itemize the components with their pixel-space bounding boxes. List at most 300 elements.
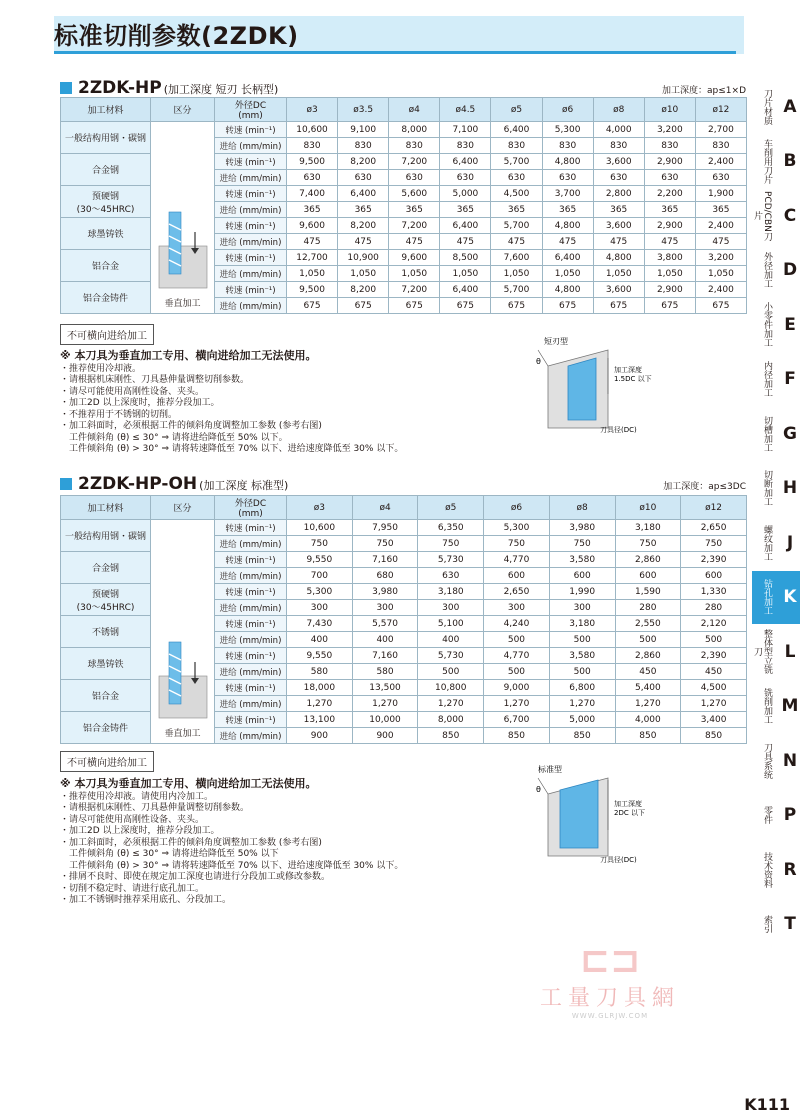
feed-value: 830	[389, 138, 440, 154]
speed-label: 转速 (min⁻¹)	[215, 186, 287, 202]
speed-label: 转速 (min⁻¹)	[215, 616, 287, 632]
feed-label: 进给 (mm/min)	[215, 568, 287, 584]
speed-label: 转速 (min⁻¹)	[215, 648, 287, 664]
feed-value: 365	[287, 202, 338, 218]
note-item: ・切削不稳定时、请进行底孔加工。	[60, 883, 205, 894]
feed-value: 1,270	[418, 696, 484, 712]
section2-subtitle: (加工深度 标准型)	[199, 479, 289, 492]
header-material: 加工材料	[61, 98, 151, 122]
class-label: 垂直加工	[164, 299, 201, 309]
speed-value: 2,390	[681, 552, 747, 568]
feed-value: 365	[440, 202, 491, 218]
feed-value: 750	[549, 536, 615, 552]
vertical-drill-icon	[157, 210, 209, 290]
sidebar-item-letter: C	[783, 205, 797, 226]
page-title: 标准切削参数(2ZDK)	[54, 22, 299, 50]
speed-value: 4,770	[484, 552, 550, 568]
speed-value: 7,200	[389, 154, 440, 170]
section1-name: 2ZDK-HP	[78, 78, 162, 98]
speed-value: 2,200	[644, 186, 695, 202]
feed-value: 365	[338, 202, 389, 218]
section2-tool-diagram	[528, 764, 708, 874]
speed-value: 18,000	[287, 680, 353, 696]
feed-value: 675	[338, 298, 389, 314]
feed-value: 365	[389, 202, 440, 218]
speed-value: 6,400	[542, 250, 593, 266]
speed-label: 转速 (min⁻¹)	[215, 680, 287, 696]
material-cell: 球墨铸铁	[61, 648, 151, 680]
sidebar-item-text: 小零件加工	[762, 302, 772, 348]
feed-value: 850	[418, 728, 484, 744]
speed-value: 1,900	[695, 186, 746, 202]
speed-value: 7,950	[352, 520, 418, 536]
material-cell: 球墨铸铁	[61, 218, 151, 250]
speed-value: 9,600	[287, 218, 338, 234]
feed-label: 进给 (mm/min)	[215, 728, 287, 744]
feed-label: 进给 (mm/min)	[215, 536, 287, 552]
speed-label: 转速 (min⁻¹)	[215, 250, 287, 266]
speed-label: 转速 (min⁻¹)	[215, 282, 287, 298]
speed-value: 8,000	[418, 712, 484, 728]
speed-label: 转速 (min⁻¹)	[215, 712, 287, 728]
speed-value: 3,180	[549, 616, 615, 632]
sidebar-item-t[interactable]	[752, 898, 800, 952]
note-item: ・加工2D 以上深度时，推荐分段加工。	[60, 826, 220, 836]
sidebar-item-f[interactable]	[752, 353, 800, 407]
speed-value: 8,200	[338, 154, 389, 170]
feed-value: 1,050	[338, 266, 389, 282]
speed-label: 转速 (min⁻¹)	[215, 552, 287, 568]
speed-value: 2,700	[695, 122, 746, 138]
speed-value: 7,100	[440, 122, 491, 138]
sidebar-item-g[interactable]	[752, 407, 800, 461]
sidebar-item-letter: H	[782, 478, 798, 499]
speed-value: 4,800	[593, 250, 644, 266]
feed-value: 580	[352, 664, 418, 680]
feed-value: 1,270	[681, 696, 747, 712]
feed-value: 500	[484, 664, 550, 680]
material-cell: 铝合金	[61, 680, 151, 712]
depth-label-line2: 2DC 以下	[614, 809, 645, 817]
feed-value: 300	[352, 600, 418, 616]
speed-value: 10,600	[287, 122, 338, 138]
speed-value: 3,980	[549, 520, 615, 536]
sidebar-item-d[interactable]	[752, 244, 800, 298]
speed-value: 2,860	[615, 648, 681, 664]
speed-value: 2,650	[484, 584, 550, 600]
feed-label: 进给 (mm/min)	[215, 664, 287, 680]
sidebar-item-h[interactable]	[752, 462, 800, 516]
speed-value: 3,580	[549, 648, 615, 664]
feed-value: 1,050	[644, 266, 695, 282]
feed-value: 475	[644, 234, 695, 250]
feed-value: 475	[542, 234, 593, 250]
feed-value: 850	[484, 728, 550, 744]
sidebar-item-letter: R	[783, 859, 797, 880]
speed-value: 2,900	[644, 282, 695, 298]
feed-value: 280	[681, 600, 747, 616]
sidebar-item-letter: M	[781, 696, 799, 717]
speed-value: 5,700	[491, 154, 542, 170]
speed-value: 3,200	[695, 250, 746, 266]
sidebar-item-text: 钻孔加工	[762, 579, 772, 616]
feed-label: 进给 (mm/min)	[215, 696, 287, 712]
feed-value: 600	[615, 568, 681, 584]
feed-value: 500	[484, 632, 550, 648]
feed-value: 830	[644, 138, 695, 154]
speed-value: 5,000	[440, 186, 491, 202]
feed-value: 500	[681, 632, 747, 648]
header-diameter-value: ø12	[695, 98, 746, 122]
speed-value: 2,650	[681, 520, 747, 536]
speed-value: 1,590	[615, 584, 681, 600]
sidebar-item-c[interactable]	[752, 189, 800, 243]
speed-label: 转速 (min⁻¹)	[215, 154, 287, 170]
class-cell	[151, 520, 215, 744]
speed-value: 6,700	[484, 712, 550, 728]
section-marker-icon	[60, 478, 72, 490]
feed-value: 900	[352, 728, 418, 744]
speed-value: 4,800	[542, 218, 593, 234]
sidebar-item-n[interactable]	[752, 734, 800, 788]
section1-cutting-table	[60, 97, 747, 314]
speed-value: 5,730	[418, 648, 484, 664]
speed-value: 3,180	[418, 584, 484, 600]
header-diameter-value: ø4	[389, 98, 440, 122]
speed-value: 3,600	[593, 282, 644, 298]
feed-value: 1,270	[615, 696, 681, 712]
sidebar-item-letter: E	[784, 314, 796, 335]
feed-value: 365	[593, 202, 644, 218]
header-diameter-value: ø8	[593, 98, 644, 122]
material-cell: 铝合金铸件	[61, 282, 151, 314]
depth-label-line2: 1.5DC 以下	[614, 375, 652, 383]
speed-value: 6,400	[491, 122, 542, 138]
speed-value: 3,180	[615, 520, 681, 536]
header-diameter-value: ø4.5	[440, 98, 491, 122]
feed-label: 进给 (mm/min)	[215, 298, 287, 314]
feed-value: 830	[491, 138, 542, 154]
note-item: ・推荐使用冷却液。请使用内冷加工。	[60, 791, 214, 802]
feed-value: 1,050	[491, 266, 542, 282]
feed-value: 830	[542, 138, 593, 154]
sidebar-item-text: PCD/CBN刀片	[752, 190, 772, 241]
feed-value: 600	[484, 568, 550, 584]
table-header-row	[61, 98, 747, 122]
depth-label: 加工深度	[614, 800, 642, 808]
sidebar-item-text: 索引	[762, 915, 772, 934]
speed-value: 7,160	[352, 552, 418, 568]
speed-value: 4,800	[542, 154, 593, 170]
feed-value: 1,050	[695, 266, 746, 282]
feed-value: 630	[418, 568, 484, 584]
vertical-drill-icon	[157, 640, 209, 720]
note-item: ・加工斜面时，必须根据工件的倾斜角度调整加工参数 (参考右图)	[60, 837, 322, 848]
sidebar-item-l[interactable]	[752, 625, 800, 679]
sidebar-item-letter: G	[783, 423, 797, 444]
material-cell: 合金钢	[61, 552, 151, 584]
speed-value: 3,200	[644, 122, 695, 138]
speed-value: 7,160	[352, 648, 418, 664]
sidebar-item-text: 刀片材质	[762, 88, 772, 125]
feed-value: 1,050	[389, 266, 440, 282]
speed-value: 7,400	[287, 186, 338, 202]
feed-value: 580	[287, 664, 353, 680]
diagram-type-label: 短刃型	[544, 337, 568, 346]
material-cell: 一般结构用钢・碳钢	[61, 520, 151, 552]
section-marker-icon	[60, 82, 72, 94]
note-item: 工件倾斜角 (θ) ≤ 30° ⇒ 请将进给降低至 50% 以下	[60, 849, 279, 859]
speed-value: 1,990	[549, 584, 615, 600]
material-cell: 铝合金	[61, 250, 151, 282]
feed-value: 900	[287, 728, 353, 744]
feed-value: 500	[549, 664, 615, 680]
diagram-type-label: 标准型	[538, 765, 562, 774]
feed-value: 675	[491, 298, 542, 314]
feed-value: 500	[615, 632, 681, 648]
feed-value: 750	[615, 536, 681, 552]
feed-value: 750	[681, 536, 747, 552]
speed-value: 4,500	[681, 680, 747, 696]
feed-label: 进给 (mm/min)	[215, 202, 287, 218]
speed-value: 2,900	[644, 154, 695, 170]
feed-label: 进给 (mm/min)	[215, 170, 287, 186]
speed-value: 9,550	[287, 552, 353, 568]
speed-value: 7,600	[491, 250, 542, 266]
sidebar-item-b[interactable]	[752, 135, 800, 189]
feed-value: 630	[338, 170, 389, 186]
feed-value: 850	[681, 728, 747, 744]
speed-value: 10,600	[287, 520, 353, 536]
feed-value: 675	[542, 298, 593, 314]
page-number: K111	[744, 1095, 790, 1114]
feed-value: 680	[352, 568, 418, 584]
feed-value: 630	[542, 170, 593, 186]
speed-value: 5,730	[418, 552, 484, 568]
speed-value: 5,570	[352, 616, 418, 632]
header-class: 区分	[151, 496, 215, 520]
feed-value: 475	[695, 234, 746, 250]
feed-value: 400	[418, 632, 484, 648]
sidebar-item-p[interactable]	[752, 789, 800, 843]
section2-heading	[60, 474, 746, 494]
note-item: ・推荐使用冷却液。	[60, 363, 142, 374]
header-diameter-value: ø3.5	[338, 98, 389, 122]
speed-value: 6,400	[338, 186, 389, 202]
feed-value: 750	[484, 536, 550, 552]
feed-value: 365	[644, 202, 695, 218]
feed-value: 365	[491, 202, 542, 218]
feed-value: 300	[484, 600, 550, 616]
speed-value: 2,860	[615, 552, 681, 568]
speed-value: 2,120	[681, 616, 747, 632]
header-diameter-value: ø4	[352, 496, 418, 520]
section1-heading	[60, 78, 746, 98]
speed-value: 5,100	[418, 616, 484, 632]
feed-value: 630	[389, 170, 440, 186]
note-item: ・不推荐用于不锈钢的切削。	[60, 409, 178, 420]
speed-value: 7,200	[389, 218, 440, 234]
sidebar-item-r[interactable]	[752, 843, 800, 897]
feed-value: 675	[644, 298, 695, 314]
header-class: 区分	[151, 98, 215, 122]
feed-value: 300	[418, 600, 484, 616]
note-item: ・加工不锈钢时推荐采用底孔、分段加工。	[60, 895, 232, 905]
speed-value: 4,500	[491, 186, 542, 202]
sidebar-item-text: 内径加工	[762, 361, 772, 398]
section1-warning-box: 不可横向进给加工	[60, 324, 154, 345]
sidebar-item-letter: J	[786, 532, 794, 553]
feed-value: 830	[440, 138, 491, 154]
speed-value: 3,580	[549, 552, 615, 568]
header-diameter-value: ø10	[644, 98, 695, 122]
speed-value: 9,550	[287, 648, 353, 664]
feed-label: 进给 (mm/min)	[215, 234, 287, 250]
feed-value: 1,050	[593, 266, 644, 282]
header-diameter-value: ø10	[615, 496, 681, 520]
speed-value: 2,400	[695, 154, 746, 170]
speed-value: 5,300	[484, 520, 550, 536]
speed-value: 5,300	[542, 122, 593, 138]
feed-value: 750	[352, 536, 418, 552]
watermark-url: WWW.GLRJW.COM	[571, 1012, 649, 1020]
feed-value: 475	[338, 234, 389, 250]
speed-value: 6,400	[440, 218, 491, 234]
sidebar-item-text: 螺纹加工	[762, 524, 772, 561]
table-row	[61, 520, 747, 536]
diameter-label: 刀具径(DC)	[600, 856, 637, 864]
sidebar-item-text: 零件	[762, 806, 772, 825]
speed-value: 8,200	[338, 218, 389, 234]
feed-value: 600	[549, 568, 615, 584]
table-row	[61, 122, 747, 138]
speed-value: 8,200	[338, 282, 389, 298]
sidebar-item-k[interactable]	[752, 571, 800, 625]
speed-value: 5,700	[491, 218, 542, 234]
speed-value: 9,500	[287, 282, 338, 298]
feed-label: 进给 (mm/min)	[215, 600, 287, 616]
feed-value: 830	[695, 138, 746, 154]
feed-value: 830	[338, 138, 389, 154]
watermark-logo-icon: ⊏⊐	[579, 940, 641, 981]
section1-subtitle: (加工深度 短刃 长柄型)	[163, 83, 279, 96]
speed-value: 9,000	[484, 680, 550, 696]
speed-value: 10,800	[418, 680, 484, 696]
speed-value: 3,600	[593, 154, 644, 170]
speed-value: 8,500	[440, 250, 491, 266]
speed-label: 转速 (min⁻¹)	[215, 520, 287, 536]
feed-value: 630	[491, 170, 542, 186]
sidebar-item-letter: K	[783, 587, 797, 608]
notes-title: ※ 本刀具为垂直加工专用、横向进给加工无法使用。	[60, 349, 317, 362]
sidebar-item-letter: A	[783, 96, 797, 117]
speed-value: 3,800	[644, 250, 695, 266]
feed-value: 1,270	[484, 696, 550, 712]
speed-value: 4,770	[484, 648, 550, 664]
speed-value: 12,700	[287, 250, 338, 266]
sidebar-item-text: 切断加工	[762, 470, 772, 507]
sidebar-item-j[interactable]	[752, 516, 800, 570]
feed-value: 500	[418, 664, 484, 680]
material-cell: 不锈钢	[61, 616, 151, 648]
header-diameter-value: ø3	[287, 496, 353, 520]
feed-value: 850	[549, 728, 615, 744]
feed-value: 700	[287, 568, 353, 584]
note-item: ・加工斜面时，必须根据工件的倾斜角度调整加工参数 (参考右图)	[60, 421, 322, 431]
note-item: ・请根据机床刚性、刀具悬伸量调整切削参数。	[60, 375, 250, 385]
feed-value: 675	[287, 298, 338, 314]
sidebar-item-letter: L	[784, 641, 796, 662]
speed-value: 10,000	[352, 712, 418, 728]
feed-value: 830	[287, 138, 338, 154]
note-item: 工件倾斜角 (θ) ≤ 30° ⇒ 请将进给降低至 50% 以下。	[60, 432, 288, 443]
sidebar-item-m[interactable]	[752, 680, 800, 734]
sidebar-item-letter: F	[784, 369, 796, 390]
speed-value: 13,100	[287, 712, 353, 728]
feed-value: 830	[593, 138, 644, 154]
speed-value: 5,700	[491, 282, 542, 298]
header-diameter-value: ø5	[418, 496, 484, 520]
header-diameter-value: ø12	[681, 496, 747, 520]
header-diameter-value: ø6	[484, 496, 550, 520]
sidebar-item-a[interactable]	[752, 80, 800, 134]
feed-value: 675	[593, 298, 644, 314]
material-cell: 合金钢	[61, 154, 151, 186]
section1-tool-diagram	[528, 336, 708, 446]
sidebar-item-letter: B	[783, 151, 797, 172]
section1-notes	[60, 350, 500, 456]
speed-value: 7,200	[389, 282, 440, 298]
sidebar-item-text: 技术资料	[762, 851, 772, 888]
depth-label: 加工深度	[614, 366, 642, 374]
speed-label: 转速 (min⁻¹)	[215, 122, 287, 138]
theta-label: θ	[536, 357, 541, 366]
sidebar-item-text: 车削用刀片	[762, 138, 772, 184]
speed-value: 3,700	[542, 186, 593, 202]
speed-value: 3,400	[681, 712, 747, 728]
feed-value: 675	[695, 298, 746, 314]
feed-value: 1,050	[440, 266, 491, 282]
speed-value: 2,900	[644, 218, 695, 234]
section2-cutting-table	[60, 495, 747, 744]
sidebar-item-text: 刀具系统	[762, 742, 772, 779]
header-diameter-value: ø8	[549, 496, 615, 520]
table-header-row	[61, 496, 747, 520]
feed-label: 进给 (mm/min)	[215, 266, 287, 282]
feed-value: 750	[287, 536, 353, 552]
material-cell: 预硬钢 (30～45HRC)	[61, 584, 151, 616]
speed-value: 6,800	[549, 680, 615, 696]
feed-value: 475	[491, 234, 542, 250]
feed-value: 1,050	[542, 266, 593, 282]
note-item: ・请尽可能使用高刚性设备、夹头。	[60, 386, 205, 397]
speed-value: 5,000	[549, 712, 615, 728]
speed-value: 9,500	[287, 154, 338, 170]
feed-value: 400	[352, 632, 418, 648]
note-item: 工件倾斜角 (θ) > 30° ⇒ 请将转速降低至 70% 以下、进给速度降低至 30% 以下。	[60, 444, 404, 454]
section2-notes	[60, 778, 500, 907]
note-item: ・请尽可能使用高刚性设备、夹头。	[60, 814, 205, 825]
speed-value: 4,800	[542, 282, 593, 298]
material-cell: 铝合金铸件	[61, 712, 151, 744]
diameter-label: 刀具径(DC)	[600, 426, 637, 434]
sidebar-item-e[interactable]	[752, 298, 800, 352]
speed-value: 7,430	[287, 616, 353, 632]
feed-value: 475	[389, 234, 440, 250]
speed-value: 3,980	[352, 584, 418, 600]
sidebar-item-letter: P	[783, 805, 797, 826]
speed-value: 5,600	[389, 186, 440, 202]
